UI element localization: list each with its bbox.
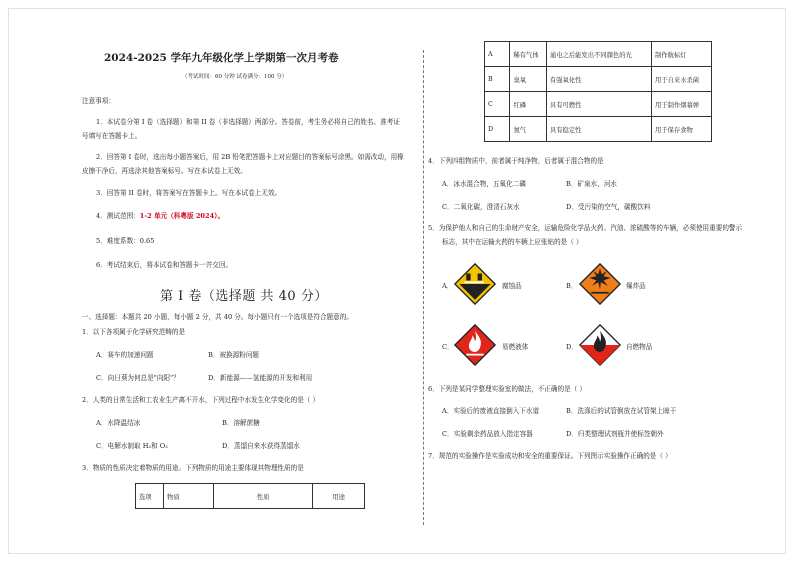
q7-stem: 7．规范的实验操作是实验成功和安全的重要保证。下列图示实验操作正确的是（ ）	[428, 452, 672, 460]
q5-option-d: D．	[566, 343, 578, 351]
section-1-title: 第 I 卷（选择题 共 40 分）	[160, 289, 328, 304]
table-row	[485, 67, 712, 92]
q2-stem: 2．人类的日常生活和工农业生产离不开水，下列过程中水发生化学变化的是（ ）	[82, 396, 320, 404]
table-cell: D	[485, 117, 510, 142]
table-row	[485, 42, 712, 67]
column-divider	[423, 50, 424, 525]
table-cell: B	[485, 67, 510, 92]
table-cell: 具有稳定性	[546, 117, 651, 142]
table-cell: 有强氧化性	[546, 67, 651, 92]
notice-item-2: 2．回答第 I 卷时，选出每小题答案后，用 2B 铅笔把答题卡上对应题目的答案标号涂黑。如需改动，用橡	[96, 153, 404, 161]
notice-item-4-label: 4．测试范围：	[96, 212, 140, 220]
q5-label-d: 自燃物品	[626, 343, 653, 351]
table-cell: 具有可燃性	[546, 92, 651, 117]
q4-option-b: B．矿泉水，河水	[566, 180, 618, 188]
test-scope: 1-2 单元（科粤版 2024）。	[139, 212, 225, 220]
notice-item-1: 1．本试卷分第 I 卷（选择题）和第 II 卷（非选择题）两部分。答卷前，考生务必将自己的姓名、准考证	[96, 118, 400, 126]
explosive-icon	[576, 263, 624, 305]
q5-option-c: C．	[442, 343, 454, 351]
q3-options-table	[484, 41, 712, 142]
spontaneously-combustible-icon	[576, 324, 624, 366]
q6-stem: 6．下列是某同学整理实验室的做法，不正确的是（ ）	[428, 385, 586, 393]
q1-option-a: A．赛车的加速问题	[96, 351, 154, 359]
table-row	[136, 484, 365, 509]
notice-item-4	[96, 212, 224, 221]
table-row	[485, 117, 712, 142]
q5-label-b: 爆炸品	[626, 282, 646, 290]
notice-item-3: 3．回答第 II 卷时，将答案写在答题卡上。写在本试卷上无效。	[96, 189, 282, 197]
table-cell: 通电之后能发出不同颜色的光	[546, 42, 651, 67]
flammable-liquid-icon	[451, 324, 499, 366]
table-cell: 物质	[164, 484, 214, 509]
q1-option-b: B．被换源粉问题	[208, 351, 260, 359]
q6-option-b: B．洗涤后的试管倒放在试管架上晾干	[566, 407, 677, 415]
exam-title: 2024-2025 学年九年级化学上学期第一次月考卷	[104, 52, 339, 64]
q2-option-b: B．溶解蔗糖	[222, 419, 260, 427]
exam-subtitle: （考试时间：60 分钟 试卷满分：100 分）	[182, 74, 288, 80]
q2-option-d: D．蒸馏自来水获得蒸馏水	[222, 442, 300, 450]
table-cell: 选项	[136, 484, 164, 509]
q1-stem: 1．以下各项属于化学研究范畴的是	[82, 328, 186, 336]
table-cell: 性质	[214, 484, 313, 509]
q6-option-a: A．实验后的废液直接倒入下水道	[442, 407, 540, 415]
notice-item-1-cont: 号填写在答题卡上。	[82, 132, 142, 140]
q4-stem: 4．下列四组物质中，前者属于纯净物，后者属于混合物的是	[428, 157, 604, 165]
notice-item-2-cont: 皮擦干净后，再选涂其他答案标号。写在本试卷上无效。	[82, 167, 247, 175]
corrosive-icon	[451, 263, 499, 305]
q4-option-a: A．冰水混合物，五氧化二磷	[442, 180, 526, 188]
notice-heading: 注意事项：	[82, 97, 115, 105]
q6-option-d: D．归类整理试剂瓶并使标签朝外	[566, 430, 664, 438]
table-cell: 制作航标灯	[652, 42, 712, 67]
table-cell: 用于自来水杀菌	[652, 67, 712, 92]
q3-stem: 3．物质的性质决定着物质的用途。下列物质的用途主要体现其物理性质的是	[82, 464, 304, 472]
q5-stem-line1: 5．为保护他人和自己的生命财产安全，运输危险化学品火药、汽油、浓硫酸等的车辆，必须使用重要的警示	[428, 224, 743, 232]
table-cell: 用于保存食物	[652, 117, 712, 142]
q5-stem-line2: 标志，其中在运输火药的车辆上应张贴的是（ ）	[442, 238, 583, 246]
q2-option-c: C．电解水制取 H₂和 O₂	[96, 442, 168, 450]
q6-option-c: C．实验剩余药品放入指定容器	[442, 430, 533, 438]
table-cell: 用途	[313, 484, 365, 509]
q3-table-header	[135, 483, 365, 509]
table-cell: 臭氧	[510, 67, 546, 92]
table-cell: 氮气	[510, 117, 546, 142]
q1-option-d: D．新能源——氢能源的开发和利用	[208, 374, 313, 382]
q4-option-c: C．二氧化碳，澄清石灰水	[442, 203, 520, 211]
q5-label-a: 腐蚀品	[502, 282, 522, 290]
q5-label-c: 易燃液体	[502, 343, 529, 351]
q1-option-c: C．向日葵为何总是"向阳"？	[96, 374, 180, 382]
table-cell: C	[485, 92, 510, 117]
table-cell: 稀有气体	[510, 42, 546, 67]
table-cell: A	[485, 42, 510, 67]
table-cell: 红磷	[510, 92, 546, 117]
table-cell: 用于制作烟幕弹	[652, 92, 712, 117]
q4-option-d: D．受污染的空气，碳酸饮料	[566, 203, 651, 211]
table-row	[485, 92, 712, 117]
q5-option-a: A．	[442, 282, 454, 290]
section-1-intro: 一、选择题：本题共 20 小题，每小题 2 分，共 40 分。每小题只有一个选项是符合题意的。	[82, 313, 353, 321]
q5-option-b: B．	[566, 282, 578, 290]
notice-item-5: 5．难度系数：0.65	[96, 237, 155, 245]
q2-option-a: A．水降温结冰	[96, 419, 141, 427]
notice-item-6: 6．考试结束后，将本试卷和答题卡一并交回。	[96, 261, 233, 269]
